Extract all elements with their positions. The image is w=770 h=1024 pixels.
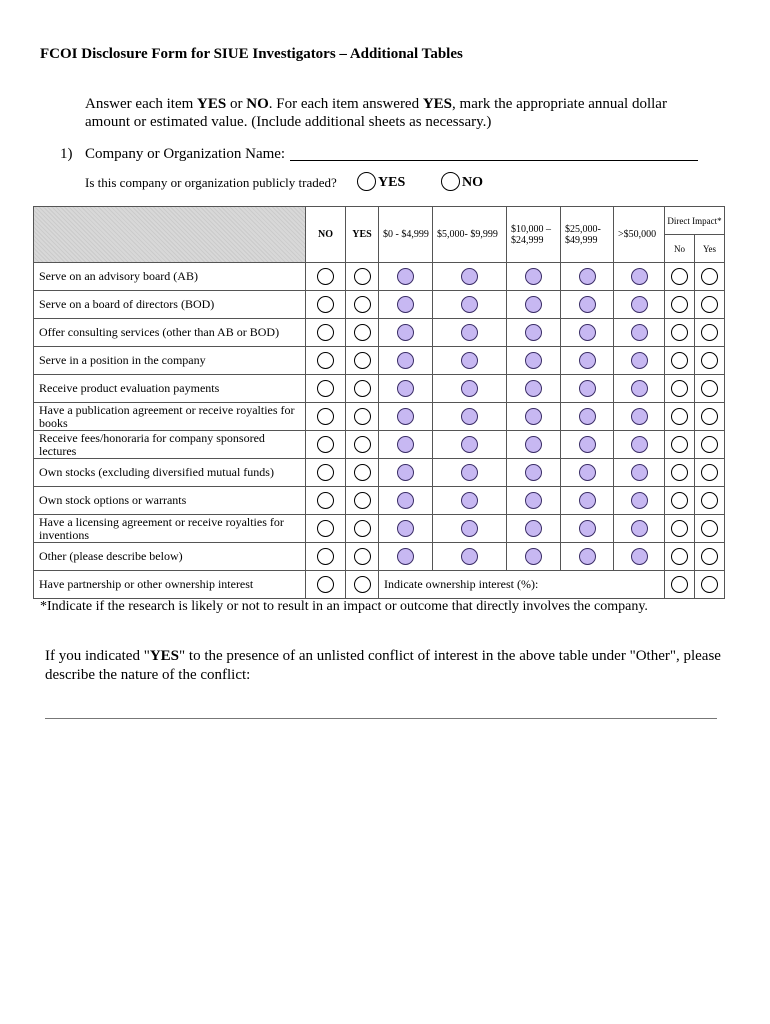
amount-4-radio[interactable] bbox=[631, 436, 648, 453]
amount-3-radio[interactable] bbox=[579, 380, 596, 397]
yes-radio[interactable] bbox=[354, 296, 371, 313]
amount-1-radio[interactable] bbox=[461, 380, 478, 397]
amount-2-radio[interactable] bbox=[525, 548, 542, 565]
no-radio[interactable] bbox=[317, 380, 334, 397]
amount-0-radio[interactable] bbox=[397, 380, 414, 397]
ownership-yes-radio[interactable] bbox=[354, 576, 371, 593]
header-direct-impact-yes: Yes bbox=[695, 235, 725, 263]
yes-radio[interactable] bbox=[354, 380, 371, 397]
impact-no-radio[interactable] bbox=[671, 464, 688, 481]
header-amount-1: $5,000- $9,999 bbox=[433, 207, 507, 263]
amount-3-radio[interactable] bbox=[579, 492, 596, 509]
yes-radio[interactable] bbox=[354, 520, 371, 537]
amount-3-radio[interactable] bbox=[579, 548, 596, 565]
table-row bbox=[34, 347, 725, 375]
amount-0-radio[interactable] bbox=[397, 436, 414, 453]
amount-0-radio[interactable] bbox=[397, 408, 414, 425]
header-direct-impact: Direct Impact* bbox=[665, 207, 725, 235]
header-blank bbox=[34, 207, 306, 263]
impact-no-radio[interactable] bbox=[671, 520, 688, 537]
impact-no-radio[interactable] bbox=[671, 324, 688, 341]
table-row bbox=[34, 515, 725, 543]
amount-4-radio[interactable] bbox=[631, 548, 648, 565]
impact-no-radio[interactable] bbox=[671, 492, 688, 509]
yes-radio[interactable] bbox=[354, 408, 371, 425]
amount-1-radio[interactable] bbox=[461, 296, 478, 313]
amount-0-radio[interactable] bbox=[397, 324, 414, 341]
amount-2-radio[interactable] bbox=[525, 464, 542, 481]
table-row-ownership bbox=[34, 571, 725, 599]
amount-2-radio[interactable] bbox=[525, 408, 542, 425]
impact-no-radio[interactable] bbox=[671, 408, 688, 425]
row-label: Serve in a position in the company bbox=[34, 347, 306, 375]
amount-0-radio[interactable] bbox=[397, 492, 414, 509]
amount-3-radio[interactable] bbox=[579, 268, 596, 285]
header-direct-impact-no: No bbox=[665, 235, 695, 263]
yes-radio[interactable] bbox=[354, 352, 371, 369]
impact-yes-radio[interactable] bbox=[701, 464, 718, 481]
amount-2-radio[interactable] bbox=[525, 520, 542, 537]
row-label: Own stock options or warrants bbox=[34, 487, 306, 515]
table-row bbox=[34, 487, 725, 515]
table-row bbox=[34, 375, 725, 403]
footnote: *Indicate if the research is likely or not to result in an impact or outcome that directly involves the company. bbox=[40, 599, 648, 614]
no-radio[interactable] bbox=[317, 268, 334, 285]
amount-1-radio[interactable] bbox=[461, 436, 478, 453]
amount-2-radio[interactable] bbox=[525, 324, 542, 341]
impact-yes-radio[interactable] bbox=[701, 380, 718, 397]
amount-1-radio[interactable] bbox=[461, 408, 478, 425]
amount-2-radio[interactable] bbox=[525, 492, 542, 509]
table-row bbox=[34, 459, 725, 487]
impact-yes-radio[interactable] bbox=[701, 520, 718, 537]
amount-4-radio[interactable] bbox=[631, 408, 648, 425]
table-row bbox=[34, 291, 725, 319]
publicly-traded-label: Is this company or organization publicly traded? bbox=[85, 175, 337, 190]
amount-1-radio[interactable] bbox=[461, 352, 478, 369]
amount-0-radio[interactable] bbox=[397, 352, 414, 369]
amount-2-radio[interactable] bbox=[525, 380, 542, 397]
header-no: NO bbox=[306, 207, 346, 263]
impact-yes-radio[interactable] bbox=[701, 408, 718, 425]
row-label: Receive fees/honoraria for company sponsored lectures bbox=[34, 431, 306, 459]
impact-yes-radio[interactable] bbox=[701, 324, 718, 341]
amount-0-radio[interactable] bbox=[397, 520, 414, 537]
impact-yes-radio[interactable] bbox=[701, 352, 718, 369]
row-label: Serve on a board of directors (BOD) bbox=[34, 291, 306, 319]
publicly-traded-yes-radio[interactable] bbox=[357, 172, 376, 191]
amount-3-radio[interactable] bbox=[579, 324, 596, 341]
table-row bbox=[34, 263, 725, 291]
impact-no-radio[interactable] bbox=[671, 268, 688, 285]
table-row bbox=[34, 319, 725, 347]
company-name-field[interactable] bbox=[290, 160, 698, 161]
impact-no-radio[interactable] bbox=[671, 296, 688, 313]
no-radio[interactable] bbox=[317, 324, 334, 341]
amount-4-radio[interactable] bbox=[631, 520, 648, 537]
table-row bbox=[34, 431, 725, 459]
ownership-percent-field[interactable]: Indicate ownership interest (%): bbox=[379, 571, 665, 599]
amount-2-radio[interactable] bbox=[525, 436, 542, 453]
yes-radio[interactable] bbox=[354, 464, 371, 481]
yes-radio[interactable] bbox=[354, 548, 371, 565]
impact-no-radio[interactable] bbox=[671, 352, 688, 369]
ownership-no-radio[interactable] bbox=[317, 576, 334, 593]
table-row bbox=[34, 403, 725, 431]
amount-4-radio[interactable] bbox=[631, 380, 648, 397]
instructions: Answer each item YES or NO. For each item answered YES, mark the appropriate annual dollar amount or estimated value. (Include additional sheets as necessary.) bbox=[85, 96, 667, 130]
amount-3-radio[interactable] bbox=[579, 464, 596, 481]
amount-4-radio[interactable] bbox=[631, 324, 648, 341]
amount-1-radio[interactable] bbox=[461, 492, 478, 509]
impact-no-radio[interactable] bbox=[671, 548, 688, 565]
yes-radio[interactable] bbox=[354, 268, 371, 285]
amount-2-radio[interactable] bbox=[525, 352, 542, 369]
yes-radio[interactable] bbox=[354, 324, 371, 341]
amount-3-radio[interactable] bbox=[579, 520, 596, 537]
amount-1-radio[interactable] bbox=[461, 520, 478, 537]
amount-4-radio[interactable] bbox=[631, 464, 648, 481]
amount-2-radio[interactable] bbox=[525, 268, 542, 285]
impact-yes-radio[interactable] bbox=[701, 268, 718, 285]
company-name-label: Company or Organization Name: bbox=[85, 146, 286, 162]
row-label: Own stocks (excluding diversified mutual funds) bbox=[34, 459, 306, 487]
no-radio[interactable] bbox=[317, 352, 334, 369]
no-radio[interactable] bbox=[317, 520, 334, 537]
header-amount-4: >$50,000 bbox=[614, 207, 665, 263]
table-row bbox=[34, 543, 725, 571]
publicly-traded-yes-label: YES bbox=[378, 175, 406, 190]
publicly-traded-no-radio[interactable] bbox=[441, 172, 460, 191]
question-number: 1) bbox=[60, 146, 73, 162]
no-radio[interactable] bbox=[317, 548, 334, 565]
row-label: Receive product evaluation payments bbox=[34, 375, 306, 403]
row-label: Serve on an advisory board (AB) bbox=[34, 263, 306, 291]
yes-radio[interactable] bbox=[354, 436, 371, 453]
amount-4-radio[interactable] bbox=[631, 268, 648, 285]
conflict-instructions: If you indicated "YES" to the presence of an unlisted conflict of interest in the above table under "Other", please describe the nature of the conflict: bbox=[45, 648, 721, 683]
no-radio[interactable] bbox=[317, 492, 334, 509]
conflict-description-field[interactable] bbox=[45, 718, 717, 719]
row-label: Other (please describe below) bbox=[34, 543, 306, 571]
row-label-ownership: Have partnership or other ownership interest bbox=[34, 571, 306, 599]
impact-yes-radio[interactable] bbox=[701, 492, 718, 509]
no-radio[interactable] bbox=[317, 436, 334, 453]
header-amount-2: $10,000 – $24,999 bbox=[507, 207, 561, 263]
amount-0-radio[interactable] bbox=[397, 548, 414, 565]
amount-4-radio[interactable] bbox=[631, 352, 648, 369]
amount-3-radio[interactable] bbox=[579, 436, 596, 453]
header-amount-0: $0 - $4,999 bbox=[379, 207, 433, 263]
row-label: Offer consulting services (other than AB or BOD) bbox=[34, 319, 306, 347]
amount-4-radio[interactable] bbox=[631, 492, 648, 509]
amount-3-radio[interactable] bbox=[579, 352, 596, 369]
amount-3-radio[interactable] bbox=[579, 408, 596, 425]
impact-yes-radio[interactable] bbox=[701, 548, 718, 565]
amount-4-radio[interactable] bbox=[631, 296, 648, 313]
header-amount-3: $25,000- $49,999 bbox=[561, 207, 614, 263]
impact-yes-radio[interactable] bbox=[701, 436, 718, 453]
impact-no-radio[interactable] bbox=[671, 380, 688, 397]
amount-0-radio[interactable] bbox=[397, 268, 414, 285]
amount-1-radio[interactable] bbox=[461, 268, 478, 285]
row-label: Have a licensing agreement or receive royalties for inventions bbox=[34, 515, 306, 543]
no-radio[interactable] bbox=[317, 296, 334, 313]
impact-no-radio[interactable] bbox=[671, 436, 688, 453]
amount-1-radio[interactable] bbox=[461, 324, 478, 341]
row-label: Have a publication agreement or receive royalties for books bbox=[34, 403, 306, 431]
amount-2-radio[interactable] bbox=[525, 296, 542, 313]
no-radio[interactable] bbox=[317, 464, 334, 481]
yes-radio[interactable] bbox=[354, 492, 371, 509]
disclosure-table bbox=[33, 206, 725, 599]
amount-1-radio[interactable] bbox=[461, 464, 478, 481]
publicly-traded-no-label: NO bbox=[462, 175, 483, 190]
amount-1-radio[interactable] bbox=[461, 548, 478, 565]
ownership-impact-yes-radio[interactable] bbox=[701, 576, 718, 593]
form-title: FCOI Disclosure Form for SIUE Investigators – Additional Tables bbox=[40, 46, 463, 62]
ownership-impact-no-radio[interactable] bbox=[671, 576, 688, 593]
amount-3-radio[interactable] bbox=[579, 296, 596, 313]
amount-0-radio[interactable] bbox=[397, 296, 414, 313]
header-yes: YES bbox=[346, 207, 379, 263]
amount-0-radio[interactable] bbox=[397, 464, 414, 481]
impact-yes-radio[interactable] bbox=[701, 296, 718, 313]
no-radio[interactable] bbox=[317, 408, 334, 425]
